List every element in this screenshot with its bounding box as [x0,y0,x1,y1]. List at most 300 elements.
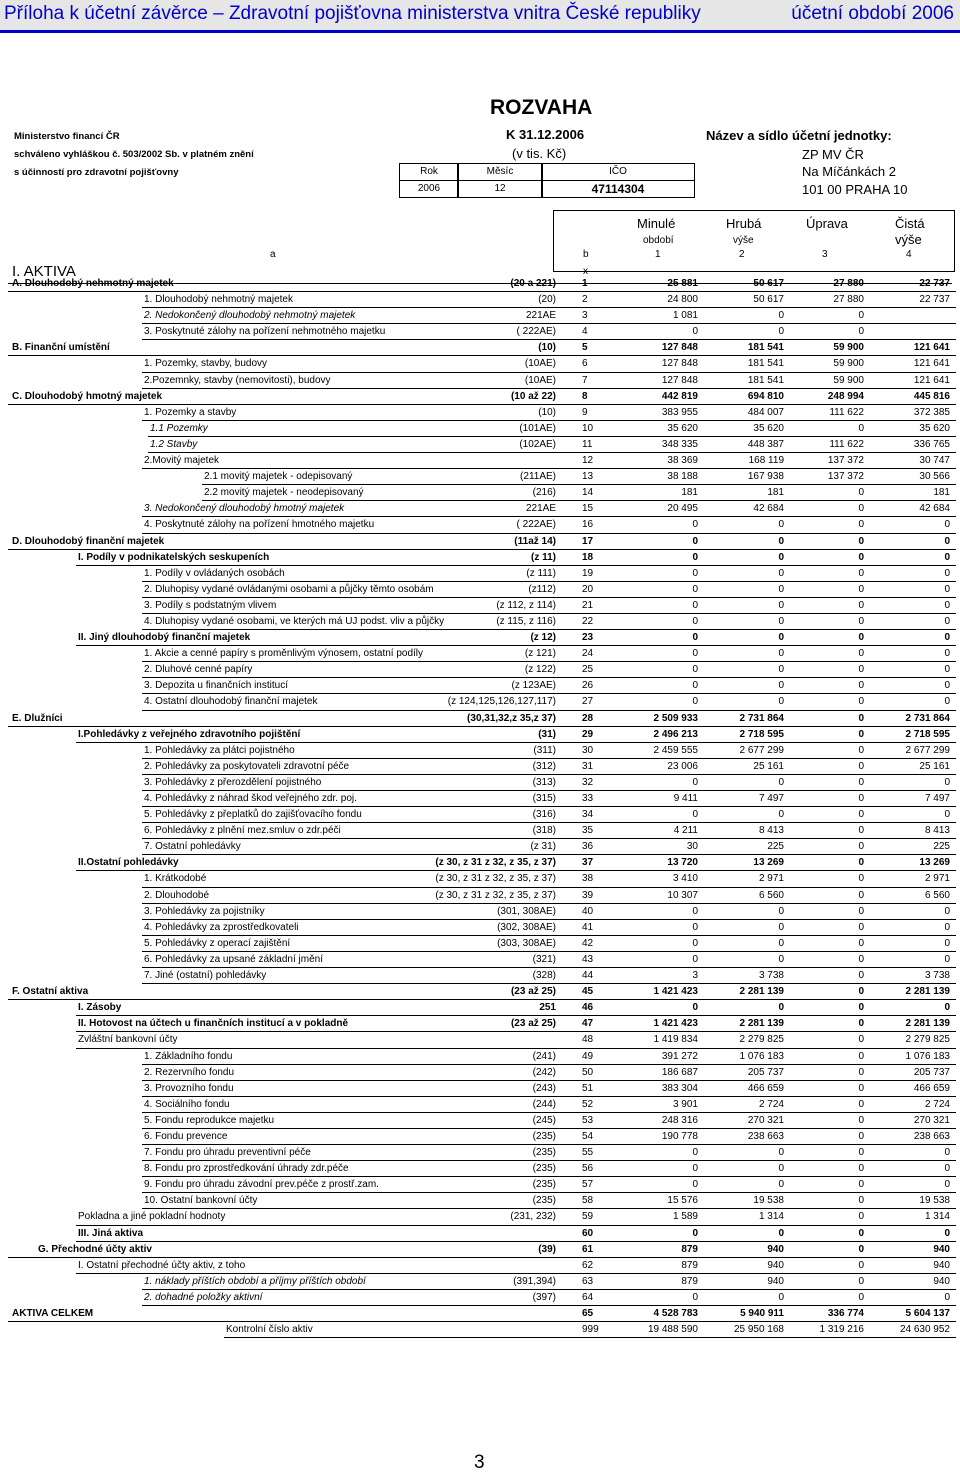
row-value-uprava: 0 [858,519,864,531]
row-value-hruba: 181 541 [747,374,784,386]
row-label: III. Jiná aktiva [78,1227,144,1239]
row-code: (235) [532,1195,556,1207]
row-code: (243) [532,1082,556,1094]
table-row [8,1049,956,1065]
row-value-hruba: 181 [767,487,784,499]
row-value-uprava: 0 [858,503,864,515]
row-label: Pokladna a jiné pokladní hodnoty [78,1211,226,1223]
row-value-uprava: 0 [858,809,864,821]
section-title: I. AKTIVA [12,263,76,280]
row-value-uprava: 59 900 [833,358,864,370]
row-value-cista: 30 566 [919,471,950,483]
row-value-uprava: 137 372 [827,455,864,467]
row-value-uprava: 0 [858,551,864,563]
row-number: 47 [582,1018,594,1030]
row-value-cista: 2 971 [924,873,950,885]
col-x: x [583,266,588,277]
row-value-cista: 0 [944,632,950,644]
row-code: ( 222AE) [516,519,556,531]
row-value-minule: 3 901 [672,1098,698,1110]
row-value-minule: 19 488 590 [647,1324,698,1336]
row-code: (z 123AE) [511,680,556,692]
row-value-hruba: 0 [778,776,784,788]
row-value-hruba: 181 541 [747,358,784,370]
row-value-uprava: 248 994 [827,390,864,402]
row-value-hruba: 42 684 [753,503,784,515]
row-value-cista: 270 321 [913,1114,950,1126]
row-value-hruba: 0 [778,905,784,917]
table-row [8,1209,956,1225]
entity-name: ZP MV ČR [802,147,864,162]
row-value-cista: 2 279 825 [905,1034,950,1046]
row-number: 999 [582,1324,599,1336]
row-label: B. Finanční umístění [12,342,110,354]
row-value-hruba: 0 [778,310,784,322]
row-value-minule: 0 [692,664,698,676]
row-number: 7 [582,374,588,386]
row-number: 44 [582,970,594,982]
row-label: 3. Poskytnuté zálohy na pořízení nehmotného majetku [144,326,386,338]
row-value-minule: 0 [692,1291,698,1303]
col-hruba: Hrubá [726,216,762,231]
row-value-hruba: 8 413 [758,825,784,837]
row-label: 3. Depozita u finančních institucí [144,680,288,692]
table-row [8,582,956,598]
row-value-hruba: 1 314 [758,1211,784,1223]
row-value-uprava: 0 [858,1291,864,1303]
row-value-minule: 879 [681,1243,698,1255]
row-value-minule: 38 369 [667,455,698,467]
rok-value: 2006 [399,180,459,198]
row-value-uprava: 27 880 [833,294,864,306]
row-code: (318) [532,825,556,837]
row-value-uprava: 0 [858,1259,864,1271]
row-label: 9. Fondu pro úhradu závodní prev.péče z prostř.zam. [144,1179,379,1191]
row-value-minule: 442 819 [661,390,698,402]
table-row [8,1274,956,1290]
row-code: (z 111) [526,567,556,579]
row-value-cista: 7 497 [924,793,950,804]
row-label: 1. Pohledávky za plátci pojistného [144,744,295,756]
row-label: 3. Podíly s podstatným vlivem [144,599,277,611]
row-value-uprava: 0 [858,696,864,708]
row-label: 1. Pozemky, stavby, budovy [144,358,268,370]
row-value-uprava: 137 372 [827,471,864,483]
row-value-hruba: 0 [778,1227,784,1239]
row-value-cista: 0 [944,696,950,708]
left-info-1: Ministerstvo financí ČR [14,131,120,142]
row-code: (39) [538,1243,556,1255]
col-uprava: Úprava [806,216,848,231]
row-value-cista: 940 [933,1243,950,1255]
row-value-hruba: 0 [778,1163,784,1175]
row-value-cista: 0 [944,664,950,676]
row-label: I. Ostatní přechodné účty aktiv, z toho [78,1259,246,1271]
row-value-cista: 0 [944,937,950,949]
row-value-cista: 35 620 [919,422,950,434]
row-label: 4. Sociálního fondu [144,1098,230,1110]
row-number: 1 [582,278,588,289]
row-divider [224,1337,956,1338]
row-label: 2. Pohledávky za poskytovateli zdravotní péče [144,760,350,772]
row-value-uprava: 0 [858,583,864,595]
row-number: 10 [582,422,594,434]
row-value-cista: 121 641 [913,358,950,370]
row-code: (z 124,125,126,127,117) [447,696,556,708]
row-value-cista: 25 161 [919,760,950,772]
row-value-hruba: 19 538 [753,1195,784,1207]
row-label: Kontrolní číslo aktiv [226,1324,313,1336]
row-number: 9 [582,406,588,418]
row-label: 6. Pohledávky z plnění mez.smluv o zdr.péči [144,825,341,837]
row-value-hruba: 940 [767,1275,784,1287]
row-code: (z 30, z 31 z 32, z 35, z 37) [435,873,556,885]
row-value-hruba: 168 119 [748,455,784,467]
row-value-hruba: 940 [767,1259,784,1271]
row-number: 22 [582,615,594,627]
row-value-uprava: 0 [858,1098,864,1110]
row-value-hruba: 0 [778,632,784,644]
row-code: (20 a 221) [510,278,556,289]
row-value-hruba: 0 [778,326,784,338]
table-row [8,743,956,759]
row-value-cista: 181 [933,487,950,499]
row-label: 4. Poskytnuté zálohy na pořízení hmotného majetku [144,519,375,531]
row-number: 8 [582,390,588,402]
table-row [8,759,956,775]
row-value-hruba: 0 [778,615,784,627]
row-number: 23 [582,632,594,644]
row-value-cista: 225 [933,841,950,853]
row-value-minule: 383 955 [661,406,698,418]
row-code: (397) [532,1291,556,1303]
row-value-cista: 0 [944,551,950,563]
row-value-uprava: 0 [858,615,864,627]
row-label: II. Jiný dlouhodobý finanční majetek [78,632,251,644]
row-number: 50 [582,1066,594,1078]
row-value-minule: 23 006 [667,760,698,772]
row-number: 49 [582,1050,594,1062]
row-value-hruba: 1 076 183 [739,1050,784,1062]
row-label: 1. Pozemky a stavby [144,406,237,418]
row-value-uprava: 0 [858,487,864,499]
row-code: (312) [532,760,556,772]
row-value-uprava: 0 [858,1066,864,1078]
table-row [8,485,956,501]
table-row [8,453,956,469]
table-row [8,437,956,453]
row-code: (10AE) [524,358,556,370]
row-code: (244) [532,1098,556,1110]
row-code: (216) [532,487,556,499]
table-row [8,324,956,340]
mesic-label: Měsíc [457,163,543,181]
row-number: 31 [582,760,594,772]
row-value-uprava: 59 900 [833,374,864,386]
row-value-hruba: 0 [778,921,784,933]
row-value-hruba: 0 [778,809,784,821]
table-row [8,308,956,324]
col-1: 1 [655,249,661,260]
row-value-cista: 372 385 [913,406,950,418]
row-label: 7. Ostatní pohledávky [144,841,241,853]
row-number: 2 [582,294,588,306]
row-number: 26 [582,680,594,692]
row-value-uprava: 0 [858,873,864,885]
row-value-hruba: 2 971 [758,873,784,885]
col-b: b [583,249,589,260]
row-number: 4 [582,326,588,338]
row-label: I. Podíly v podnikatelských seskupeních [78,551,270,563]
row-value-cista: 2 281 139 [905,986,950,998]
row-number: 30 [582,744,594,756]
row-number: 21 [582,599,594,611]
row-value-cista: 24 630 952 [899,1324,950,1336]
row-number: 45 [582,986,594,998]
row-value-hruba: 238 663 [747,1130,784,1142]
row-value-cista: 22 737 [919,294,950,306]
row-value-cista: 445 816 [913,390,950,402]
table-row [8,1145,956,1161]
row-value-uprava: 0 [858,921,864,933]
table-row [8,501,956,517]
row-code: (302, 308AE) [497,921,556,933]
table-row [8,888,956,904]
row-number: 35 [582,825,594,837]
row-value-uprava: 0 [858,825,864,837]
row-code: (z112) [528,583,556,595]
col-3: 3 [822,249,828,260]
row-value-minule: 127 848 [661,342,698,354]
row-value-hruba: 0 [778,583,784,595]
row-value-hruba: 6 560 [758,889,784,901]
table-row [8,1177,956,1193]
table-row [8,1242,956,1258]
table-row [8,340,956,356]
row-value-minule: 35 620 [667,422,698,434]
row-code: (311) [533,744,556,756]
row-number: 19 [582,567,594,579]
row-code: (316) [532,809,556,821]
row-value-hruba: 2 281 139 [739,986,784,998]
ico-label: IČO [541,163,695,181]
unit-line: (v tis. Kč) [512,146,567,161]
table-row [8,952,956,968]
row-code: (z 122) [524,664,556,676]
ico-value: 47114304 [541,180,695,198]
col-cista: Čistá [895,216,925,231]
row-value-minule: 0 [692,776,698,788]
table-row [8,1322,956,1338]
row-label: 3. Pohledávky za pojistníky [144,905,265,917]
row-number: 56 [582,1163,594,1175]
table-row [8,1226,956,1242]
row-value-cista: 0 [944,776,950,788]
row-value-cista: 5 604 137 [905,1308,950,1319]
col-obdobi: období [643,235,674,246]
row-code: (10) [538,406,556,418]
row-value-minule: 0 [692,326,698,338]
row-value-hruba: 270 321 [747,1114,784,1126]
row-code: (245) [532,1114,556,1126]
row-value-minule: 1 421 423 [653,1018,698,1030]
table-row [8,276,956,292]
page-number: 3 [474,1452,485,1473]
mesic-value: 12 [457,180,543,198]
row-value-cista: 0 [944,1291,950,1303]
row-code: (315) [532,793,556,804]
row-value-uprava: 1 319 216 [819,1324,864,1336]
row-value-uprava: 0 [858,953,864,965]
row-label: 2.2 movitý majetek - neodepisovaný [204,487,364,499]
row-value-uprava: 0 [858,712,864,724]
row-value-minule: 3 [692,970,698,982]
row-value-minule: 4 528 783 [653,1308,698,1319]
row-code: (30,31,32,z 35,z 37) [467,712,556,724]
row-label: 4. Ostatní dlouhodobý finanční majetek [144,696,318,708]
row-value-minule: 0 [692,809,698,821]
table-row [8,1016,956,1032]
row-code: (z 11) [530,551,556,563]
row-value-hruba: 0 [778,551,784,563]
row-value-uprava: 0 [858,1034,864,1046]
row-number: 63 [582,1275,594,1287]
row-code: (z 121) [524,648,556,660]
row-code: (313) [532,776,556,788]
row-code: 221AE [525,503,556,515]
row-number: 57 [582,1179,594,1191]
row-value-minule: 9 411 [673,793,698,804]
table-row [8,871,956,887]
row-value-hruba: 0 [778,696,784,708]
row-value-uprava: 0 [858,728,864,740]
row-value-minule: 0 [692,567,698,579]
row-number: 20 [582,583,594,595]
col-4: 4 [906,249,912,260]
row-label: 7. Fondu pro úhradu preventivní péče [144,1147,311,1159]
row-value-cista: 30 747 [919,455,950,467]
table-row [8,517,956,533]
row-value-uprava: 111 622 [829,438,864,450]
table-row [8,662,956,678]
row-value-minule: 0 [692,1002,698,1014]
row-label: 4. Pohledávky z náhrad škod veřejného zdr. poj. [144,793,357,804]
row-value-uprava: 0 [858,937,864,949]
row-label: 1. Dlouhodobý nehmotný majetek [144,294,293,306]
row-value-uprava: 0 [858,632,864,644]
row-label: C. Dlouhodobý hmotný majetek [12,390,163,402]
row-label: 2. Nedokončený dlouhodobý nehmotný majetek [144,310,356,322]
entity-street: Na Míčánkách 2 [802,164,896,179]
row-code: (101AE) [519,422,556,434]
row-code: (10AE) [524,374,556,386]
row-value-minule: 127 848 [661,374,698,386]
table-row [8,1113,956,1129]
row-value-cista: 0 [944,648,950,660]
row-number: 13 [582,471,594,483]
row-code: (321) [532,953,556,965]
table-row [8,630,956,646]
col-minule: Minulé [637,216,676,231]
row-value-uprava: 0 [858,648,864,660]
row-value-minule: 348 335 [661,438,698,450]
table-row [8,968,956,984]
table-row [8,614,956,630]
table-row [8,389,956,405]
row-number: 37 [582,857,594,869]
table-row [8,469,956,485]
table-row [8,356,956,372]
row-label: 2.Pozemnky, stavby (nemovitosti), budovy [144,374,331,386]
row-value-uprava: 27 880 [833,278,864,289]
row-value-cista: 2 677 299 [905,744,950,756]
row-label: 10. Ostatní bankovní účty [144,1195,258,1207]
row-number: 61 [582,1243,594,1255]
row-label: 1.2 Stavby [150,438,198,450]
row-label: F. Ostatní aktiva [12,986,89,998]
row-code: (z 30, z 31 z 32, z 35, z 37) [435,889,556,901]
row-label: 2.Movitý majetek [144,455,220,467]
table-row [8,727,956,743]
row-value-hruba: 0 [778,953,784,965]
row-value-minule: 1 081 [672,310,698,322]
row-value-minule: 127 848 [661,358,698,370]
row-label: 4. Dluhopisy vydané osobami, ve kterých má UJ podst. vliv a půjčky [144,615,445,627]
row-value-hruba: 0 [778,1002,784,1014]
row-value-minule: 0 [692,696,698,708]
row-value-minule: 181 [681,487,698,499]
table-row [8,1065,956,1081]
table-row [8,1000,956,1016]
table-row [8,550,956,566]
row-code: (391,394) [513,1275,556,1287]
row-value-hruba: 205 737 [747,1066,784,1078]
row-value-cista: 0 [944,1147,950,1159]
row-value-minule: 2 496 213 [653,728,698,740]
table-row [8,775,956,791]
page-header-title: Příloha k účetní závěrce – Zdravotní pojišťovna ministerstva vnitra České republiky [4,3,701,24]
row-value-cista: 2 731 864 [905,712,950,724]
row-label: 5. Pohledávky z operací zajištění [144,937,291,949]
row-number: 15 [582,503,594,515]
row-label: 2. Dlouhodobé [144,889,210,901]
row-value-minule: 2 459 555 [653,744,698,756]
row-value-hruba: 50 617 [753,278,784,289]
row-code: (102AE) [519,438,556,450]
row-value-minule: 0 [692,551,698,563]
row-value-uprava: 0 [858,1211,864,1223]
row-value-hruba: 25 950 168 [733,1324,784,1336]
row-value-cista: 940 [933,1259,950,1271]
row-number: 33 [582,793,594,804]
row-number: 25 [582,664,594,676]
row-value-minule: 38 188 [667,471,698,483]
row-value-minule: 24 800 [667,294,698,306]
row-code: ( 222AE) [516,326,556,338]
row-label: 8. Fondu pro zprostředkování úhrady zdr.péče [144,1163,349,1175]
row-value-minule: 4 211 [673,825,698,837]
row-value-minule: 1 421 423 [653,986,698,998]
page-header-period: účetní období 2006 [791,3,954,24]
row-value-hruba: 167 938 [747,471,784,483]
row-value-cista: 2 724 [924,1098,950,1110]
row-value-minule: 391 272 [661,1050,698,1062]
row-value-hruba: 0 [778,1291,784,1303]
row-value-cista: 0 [944,567,950,579]
row-value-uprava: 0 [858,1179,864,1191]
row-label: I. Zásoby [78,1002,122,1014]
row-value-minule: 1 419 834 [653,1034,698,1046]
